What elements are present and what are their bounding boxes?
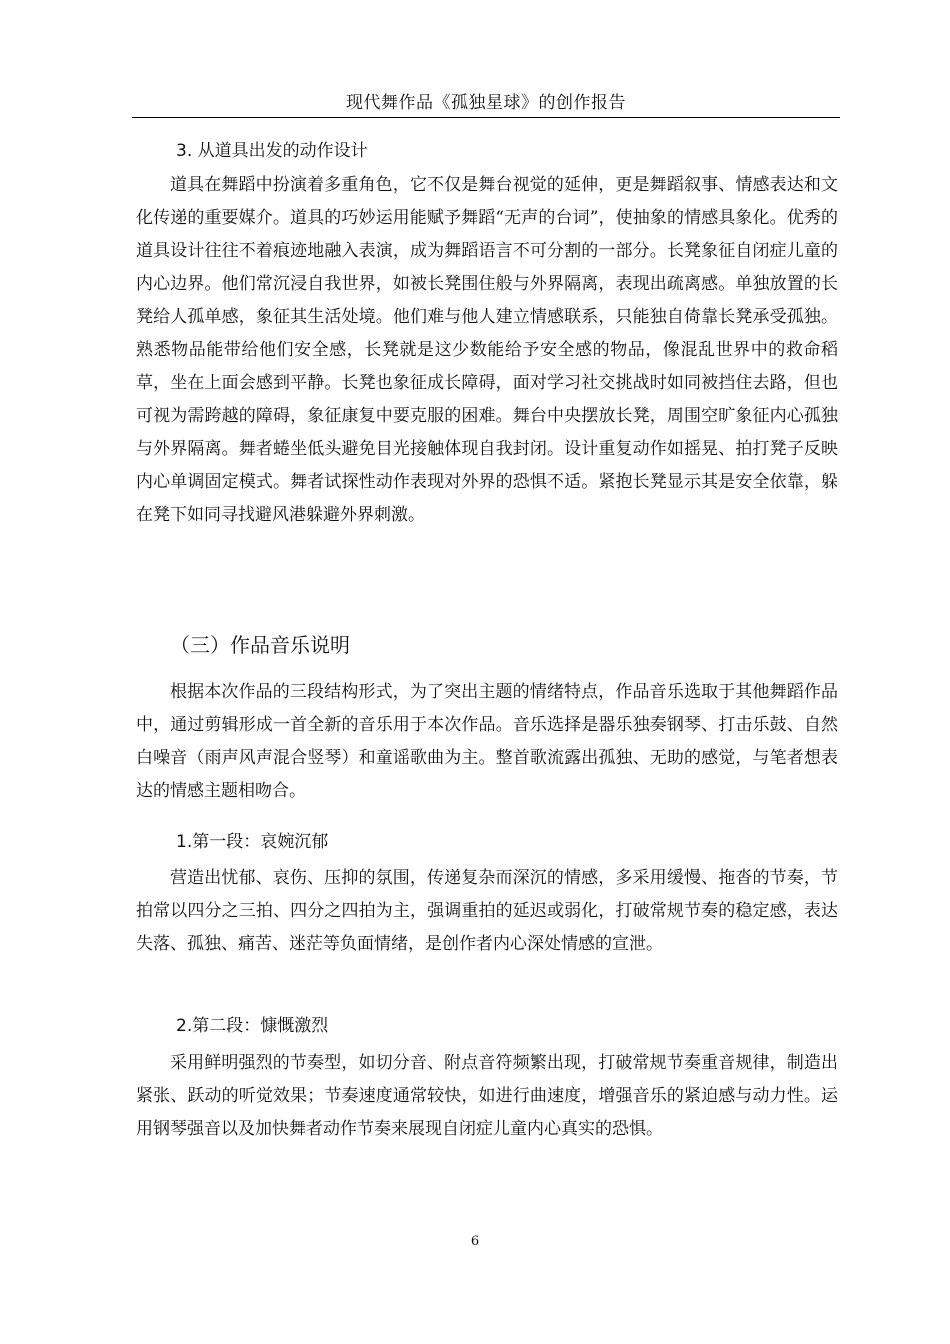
segment-2-paragraph: 采用鲜明强烈的节奏型，如切分音、附点音符频繁出现，打破常规节奏重音规律，制造出紧张、跃动的听觉效果；节奏速度通常较快，如进行曲速度，增强音乐的紧迫感与动力性。运用钢琴强音以及加快舞者动作节奏来展现自闭症儿童内心真实的恐惧。: [136, 1053, 838, 1139]
segment-1-paragraph: 营造出忧郁、哀伤、压抑的氛围，传递复杂而深沉的情感，多采用缓慢、拖沓的节奏，节拍常以四分之三拍、四分之四拍为主，强调重拍的延迟或弱化，打破常规节奏的稳定感，表达失落、孤独、痛苦、迷茫等负面情绪，是创作者内心深处情感的宣泄。: [136, 868, 838, 954]
paragraph-props: 道具在舞蹈中扮演着多重角色，它不仅是舞台视觉的延伸，更是舞蹈叙事、情感表达和文化传递的重要媒介。道具的巧妙运用能赋予舞蹈“无声的台词”，使抽象的情感具象化。优秀的道具设计往往不着痕迹地融入表演，成为舞蹈语言不可分割的一部分。长凳象征自闭症儿童的内心边界。他们常沉浸自我世界，如被长凳围住般与外界隔离，表现出疏离感。单独放置的长凳给人孤单感，象征其生活处境。他们难与他人建立情感联系，只能独自倚靠长凳承受孤独。熟悉物品能带给他们安全感，长凳就是这少数能给予安全感的物品，像混乱世界中的救命稻草，坐在上面会感到平静。长凳也象征成长障碍，面对学习社交挑战时如同被挡住去路，但也可视为需跨越的障碍，象征康复中要克服的困难。舞台中央摆放长凳，周围空旷象征内心孤独与外界隔离。舞者蜷坐低头避免目光接触体现自我封闭。设计重复动作如摇晃、拍打凳子反映内心单调固定模式。舞者试探性动作表现对外界的恐惧不适。紧抱长凳显示其是安全依靠，躲在凳下如同寻找避风港躲避外界刺激。: [136, 175, 838, 525]
segment-1-text-block: [136, 862, 838, 961]
section-title-music-block: [136, 632, 838, 658]
header-divider: [132, 117, 840, 118]
subsection-title-props: [136, 140, 838, 162]
segment-2-text-block: [136, 1047, 838, 1146]
paragraph-props-block: [136, 169, 838, 532]
segment-1-heading: 1.第一段：哀婉沉郁: [176, 832, 329, 852]
section-heading-music: （三）作品音乐说明: [170, 633, 350, 657]
segment-2-title-block: [136, 1015, 838, 1037]
page-number: 6: [470, 1234, 480, 1249]
paragraph-music: 根据本次作品的三段结构形式，为了突出主题的情绪特点，作品音乐选取于其他舞蹈作品中，通过剪辑形成一首全新的音乐用于本次作品。音乐选择是器乐独奏钢琴、打击乐鼓、自然白噪音（雨声风声混合竖琴）和童谣歌曲为主。整首歌流露出孤独、无助的感觉，与笔者想表达的情感主题相吻合。: [136, 682, 838, 801]
subsection-heading: 3. 从道具出发的动作设计: [176, 141, 368, 161]
paragraph-music-block: [136, 676, 838, 808]
running-header-title: 现代舞作品《孤独星球》的创作报告: [346, 93, 626, 113]
segment-2-heading: 2.第二段：慷慨激烈: [176, 1016, 329, 1036]
segment-1-title-block: [136, 831, 838, 853]
